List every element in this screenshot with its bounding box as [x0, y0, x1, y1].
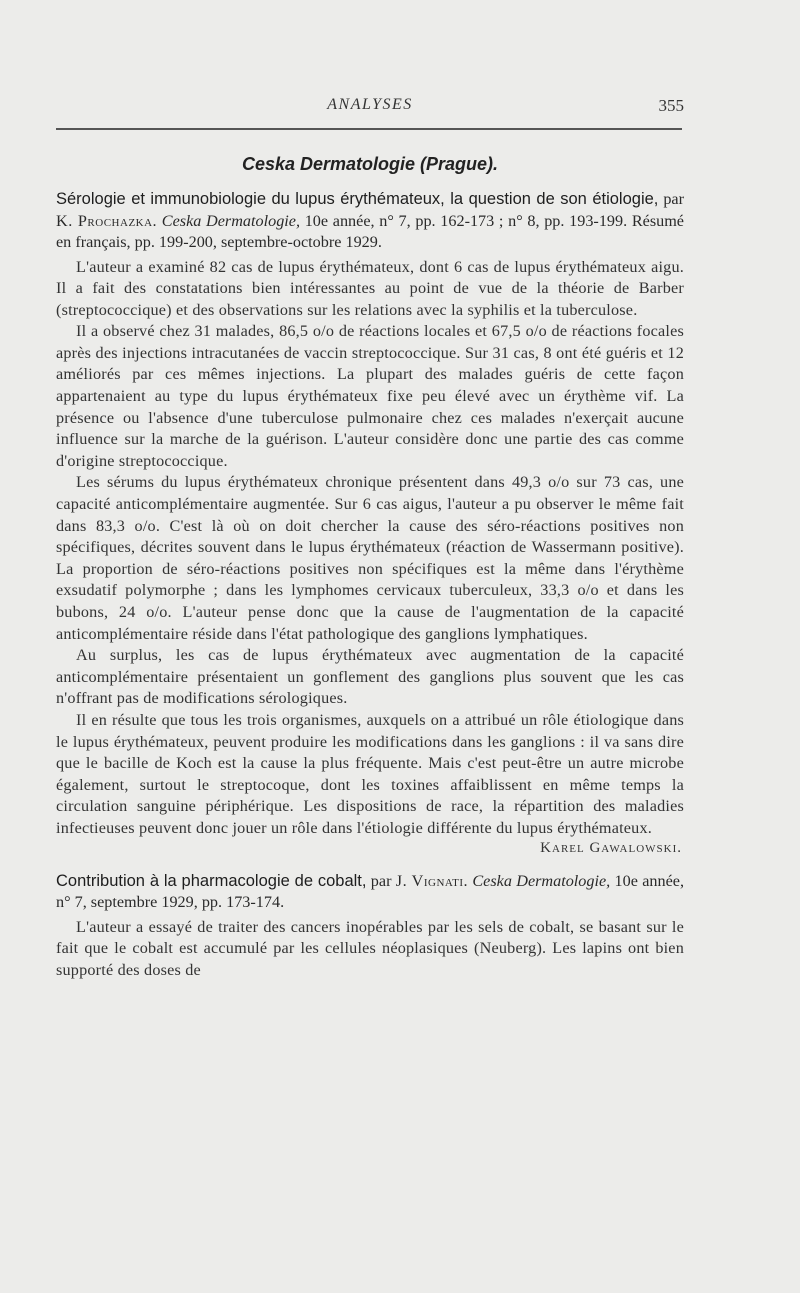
journal-heading: Ceska Dermatologie (Prague).: [241, 154, 499, 174]
article-title: Sérologie et immunobiologie du lupus érythémateux, la question de son étiologie,: [56, 190, 659, 208]
by-text: par: [366, 871, 396, 890]
running-title: ANALYSES: [327, 96, 413, 113]
article-reference: [56, 871, 684, 914]
paragraph: Il en résulte que tous les trois organismes, auxquels on a attribué un rôle étiologique dans le lupus érythémateux, peuvent produire les modifications dans les ganglions : il va sans dire que le bacille de Koch est la cause la plus fréquente. Mais c'est peut-être un autre microbe également, surtout le streptocoque, dont les toxines affaiblissent en même temps la circulation sanguine périphérique. Les dispositions de race, la répartition des maladies infectieuses peuvent donc jouer un rôle dans l'étiologie différente du lupus érythémateux.: [56, 710, 684, 837]
header-rule: [56, 128, 682, 130]
article-title: Contribution à la pharmacologie de cobalt,: [56, 871, 367, 890]
by-text: par: [658, 190, 684, 208]
publication-details: 10e année, n° 7, pp. 162-173 ; n° 8, pp. 193-199. Résumé en français, pp. 199-200, septembre-octobre 1929.: [56, 211, 684, 251]
journal-name: Ceska Dermatologie,: [161, 211, 301, 230]
publication-details: 10e année, n° 7, septembre 1929, pp. 173-174.: [56, 871, 685, 912]
reviewer-signature: Karel Gawalowski.: [540, 839, 682, 856]
article-content: [56, 150, 684, 981]
article-author: K. Prochazka.: [56, 211, 158, 230]
page-number: 355: [658, 96, 684, 115]
paragraph: L'auteur a examiné 82 cas de lupus érythémateux, dont 6 cas de lupus érythémateux aigu. Il a fait des constatations bien intéressantes au point de vue de la théorie de Barber (streptococcique) et des observations sur les relations avec la syphilis et la tuberculose.: [56, 257, 684, 319]
running-head: [56, 96, 684, 120]
paragraph: Au surplus, les cas de lupus érythémateux avec augmentation de la capacité anticomplémentaire présentaient un gonflement des ganglions plus souvent que les cas n'offrant pas de modifications sérologiques.: [56, 646, 684, 708]
paragraph: Il a observé chez 31 malades, 86,5 o/o de réactions locales et 67,5 o/o de réactions focales après des injections intracutanées de vaccin streptococcique. Sur 31 cas, 8 ont été guéris et 12 améliorés par ces mêmes injections. La plupart des malades guéris de cette façon appartenaient au type du lupus érythémateux fixe peu élevé avec un érythème vif. La présence ou l'absence d'une tuberculose pulmonaire chez ces malades n'exerçait aucune influence sur la marche de la guérison. L'auteur considère donc une partie des cas comme d'origine streptococcique.: [56, 322, 684, 470]
article-reference: [56, 189, 684, 254]
paragraph: Les sérums du lupus érythémateux chronique présentent dans 49,3 o/o sur 73 cas, une capacité anticomplémentaire augmentée. Sur 6 cas aigus, l'auteur a pu observer le même fait dans 83,3 o/o. C'est là où on doit chercher la cause des séro-réactions positives non spécifiques, décrites souvent dans le lupus érythémateux (réaction de Wassermann positive). La proportion de séro-réactions positives non spécifiques est la même dans l'érythème exsudatif polymorphe ; dans les lymphomes cervicaux tuberculeux, 33,3 o/o et dans les bubons, 24 o/o. L'auteur pense donc que la cause de l'augmentation de la capacité anticomplémentaire réside dans l'état pathologique des ganglions lymphatiques.: [56, 473, 684, 643]
article-author: J. Vignati.: [395, 871, 469, 890]
journal-name: Ceska Dermatologie,: [472, 871, 611, 890]
paragraph: L'auteur a essayé de traiter des cancers inopérables par les sels de cobalt, se basant sur le fait que le cobalt est accumulé par les cellules néoplasiques (Neuberg). Les lapins ont bien supporté des doses de: [56, 917, 684, 979]
